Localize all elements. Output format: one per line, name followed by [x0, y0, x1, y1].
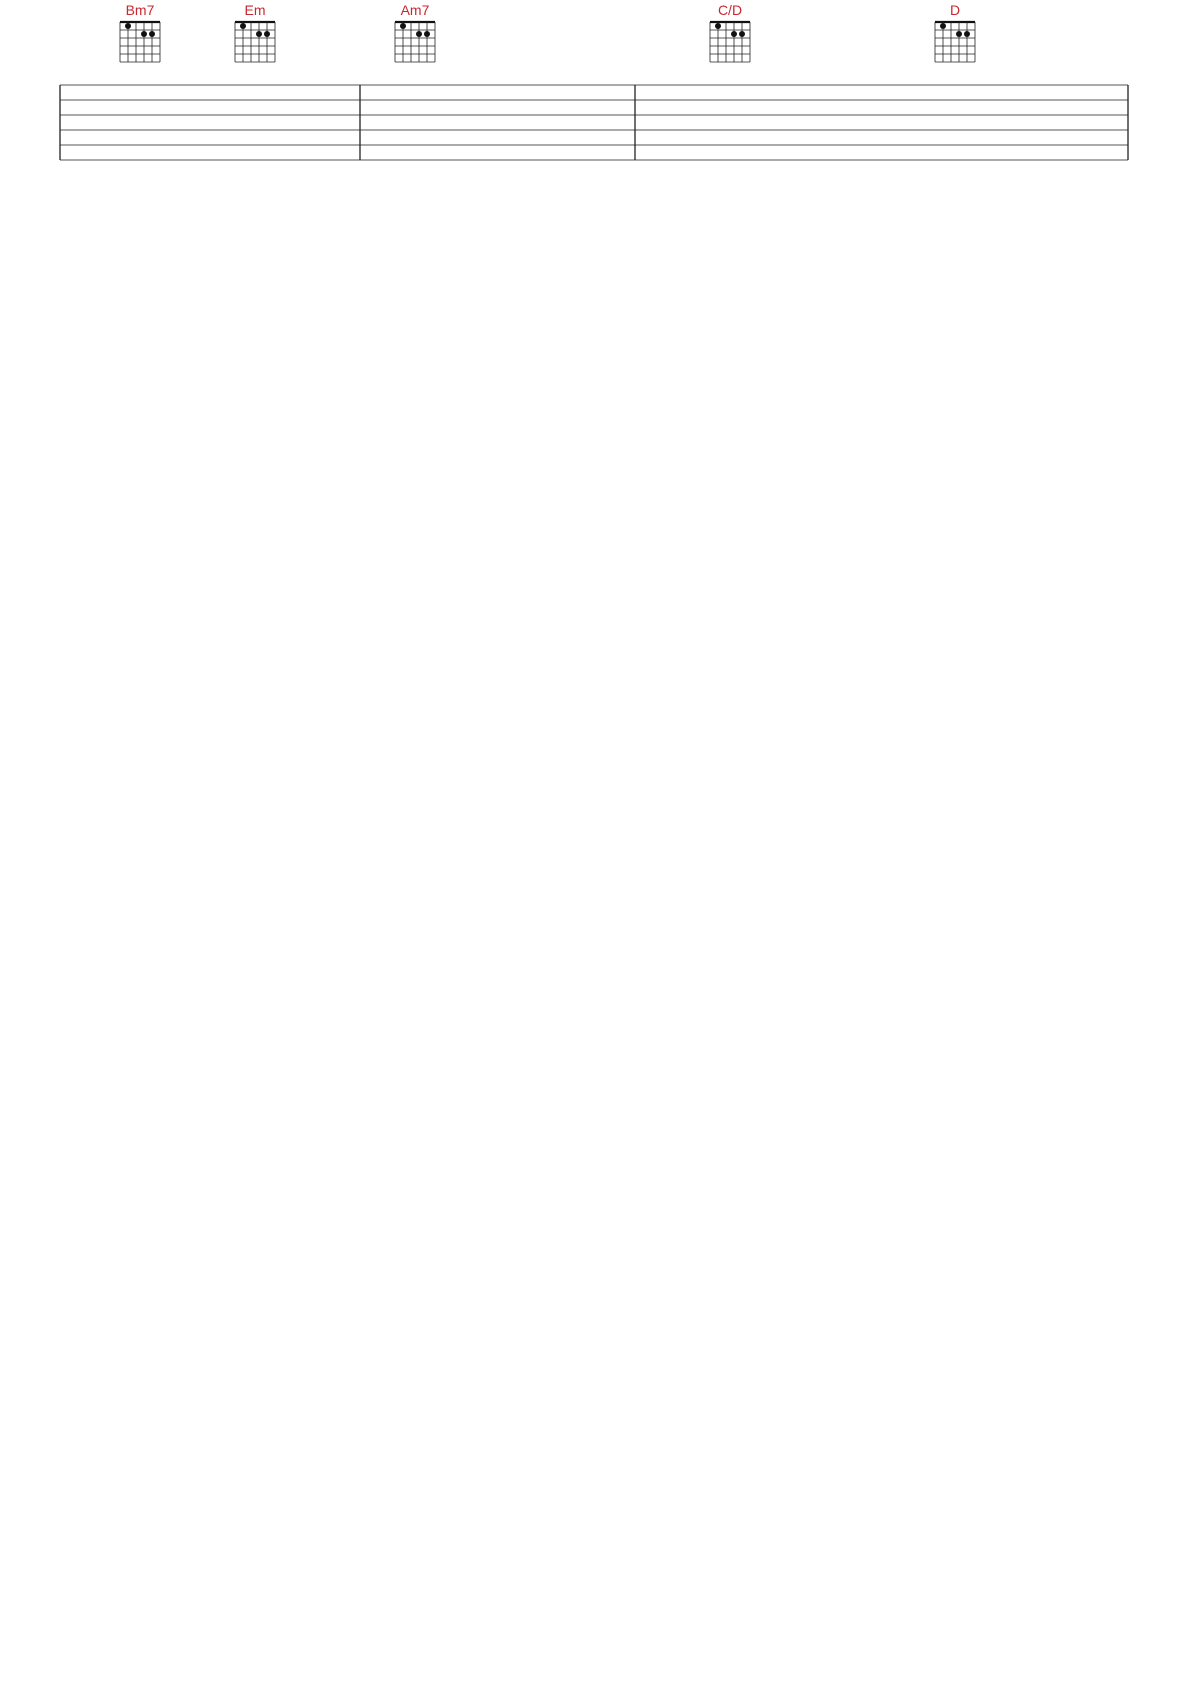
finger-dot — [731, 31, 737, 37]
finger-dot — [125, 23, 131, 29]
finger-dot — [240, 23, 246, 29]
finger-dot — [256, 31, 262, 37]
chord-diagram-em — [235, 2, 275, 62]
finger-dot — [715, 23, 721, 29]
chord-diagram-d — [935, 2, 975, 62]
chord-diagram-c-d — [710, 2, 750, 62]
finger-dot — [964, 31, 970, 37]
finger-dot — [149, 31, 155, 37]
chord-name: Em — [244, 2, 266, 18]
chord-name: C/D — [717, 2, 743, 18]
chord-name: Bm7 — [125, 2, 155, 18]
tab-system-1 — [60, 2, 1128, 160]
finger-dot — [141, 31, 147, 37]
chord-name: D — [949, 2, 961, 18]
finger-dot — [956, 31, 962, 37]
chord-name: Am7 — [400, 2, 430, 18]
finger-dot — [424, 31, 430, 37]
finger-dot — [400, 23, 406, 29]
finger-dot — [264, 31, 270, 37]
finger-dot — [416, 31, 422, 37]
chord-diagram-am7 — [395, 2, 435, 62]
chord-diagram-bm7 — [120, 2, 160, 62]
finger-dot — [739, 31, 745, 37]
finger-dot — [940, 23, 946, 29]
